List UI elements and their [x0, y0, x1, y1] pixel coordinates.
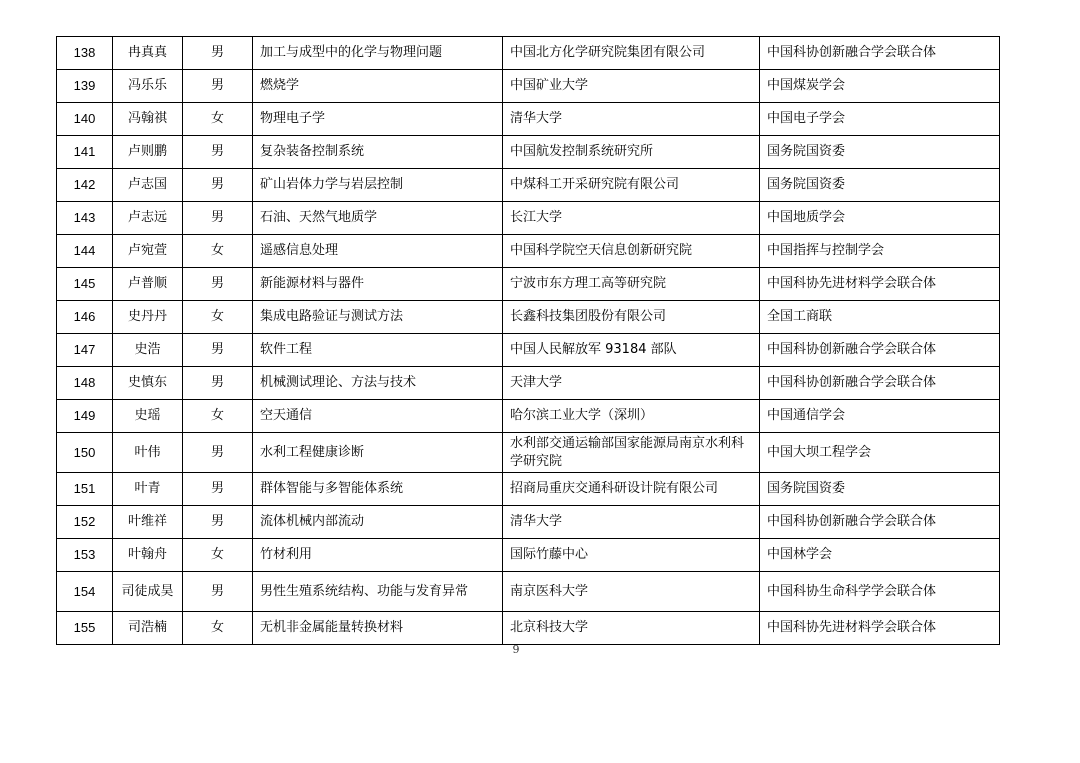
research-field: 加工与成型中的化学与物理问题: [253, 37, 503, 70]
gender-cell: 男: [183, 367, 253, 400]
gender-cell: 女: [183, 103, 253, 136]
organization: 清华大学: [503, 506, 760, 539]
research-field: 复杂装备控制系统: [253, 136, 503, 169]
gender-cell: 男: [183, 473, 253, 506]
person-name: 司徒成昊: [113, 572, 183, 612]
table-row: [57, 367, 1000, 400]
nominating-body: 中国科协创新融合学会联合体: [760, 334, 1000, 367]
organization: 中国人民解放军 93184 部队: [503, 334, 760, 367]
organization: 清华大学: [503, 103, 760, 136]
research-field: 物理电子学: [253, 103, 503, 136]
research-field: 集成电路验证与测试方法: [253, 301, 503, 334]
research-field: 竹材利用: [253, 539, 503, 572]
row-number: 147: [57, 334, 113, 367]
nominating-body: 中国科协先进材料学会联合体: [760, 612, 1000, 645]
gender-cell: 男: [183, 268, 253, 301]
row-number: 146: [57, 301, 113, 334]
personnel-table: [56, 36, 1000, 645]
table-row: [57, 37, 1000, 70]
organization: 水利部交通运输部国家能源局南京水利科学研究院: [503, 433, 760, 473]
person-name: 叶青: [113, 473, 183, 506]
gender-cell: 女: [183, 400, 253, 433]
research-field: 石油、天然气地质学: [253, 202, 503, 235]
organization: 中煤科工开采研究院有限公司: [503, 169, 760, 202]
nominating-body: 中国科协创新融合学会联合体: [760, 37, 1000, 70]
organization: 哈尔滨工业大学（深圳）: [503, 400, 760, 433]
person-name: 史瑶: [113, 400, 183, 433]
nominating-body: 中国通信学会: [760, 400, 1000, 433]
gender-cell: 女: [183, 301, 253, 334]
person-name: 卢志远: [113, 202, 183, 235]
nominating-body: 中国指挥与控制学会: [760, 235, 1000, 268]
table-row: [57, 506, 1000, 539]
nominating-body: 中国科协创新融合学会联合体: [760, 506, 1000, 539]
nominating-body: 中国大坝工程学会: [760, 433, 1000, 473]
table-row: [57, 572, 1000, 612]
research-field: 空天通信: [253, 400, 503, 433]
gender-cell: 男: [183, 506, 253, 539]
nominating-body: 中国科协创新融合学会联合体: [760, 367, 1000, 400]
table-row: [57, 202, 1000, 235]
research-field: 机械测试理论、方法与技术: [253, 367, 503, 400]
gender-cell: 男: [183, 334, 253, 367]
person-name: 司浩楠: [113, 612, 183, 645]
table-row: [57, 301, 1000, 334]
table-row: [57, 334, 1000, 367]
table-body: [57, 37, 1000, 645]
organization: 天津大学: [503, 367, 760, 400]
nominating-body: 全国工商联: [760, 301, 1000, 334]
table-row: [57, 103, 1000, 136]
row-number: 155: [57, 612, 113, 645]
row-number: 145: [57, 268, 113, 301]
person-name: 冯翰祺: [113, 103, 183, 136]
table-row: [57, 400, 1000, 433]
research-field: 流体机械内部流动: [253, 506, 503, 539]
row-number: 141: [57, 136, 113, 169]
person-name: 卢志国: [113, 169, 183, 202]
gender-cell: 男: [183, 202, 253, 235]
research-field: 矿山岩体力学与岩层控制: [253, 169, 503, 202]
gender-cell: 男: [183, 169, 253, 202]
table-row: [57, 268, 1000, 301]
nominating-body: 中国科协先进材料学会联合体: [760, 268, 1000, 301]
person-name: 叶伟: [113, 433, 183, 473]
nominating-body: 中国电子学会: [760, 103, 1000, 136]
organization: 北京科技大学: [503, 612, 760, 645]
research-field: 男性生殖系统结构、功能与发育异常: [253, 572, 503, 612]
nominating-body: 国务院国资委: [760, 169, 1000, 202]
nominating-body: 国务院国资委: [760, 136, 1000, 169]
nominating-body: 中国煤炭学会: [760, 70, 1000, 103]
nominating-body: 中国地质学会: [760, 202, 1000, 235]
page-number: 9: [512, 643, 520, 656]
row-number: 154: [57, 572, 113, 612]
table-row: [57, 539, 1000, 572]
gender-cell: 男: [183, 70, 253, 103]
row-number: 153: [57, 539, 113, 572]
organization: 中国科学院空天信息创新研究院: [503, 235, 760, 268]
organization: 招商局重庆交通科研设计院有限公司: [503, 473, 760, 506]
nominating-body: 中国科协生命科学学会联合体: [760, 572, 1000, 612]
person-name: 卢则鹏: [113, 136, 183, 169]
row-number: 138: [57, 37, 113, 70]
row-number: 149: [57, 400, 113, 433]
research-field: 燃烧学: [253, 70, 503, 103]
row-number: 152: [57, 506, 113, 539]
person-name: 冯乐乐: [113, 70, 183, 103]
row-number: 148: [57, 367, 113, 400]
person-name: 叶维祥: [113, 506, 183, 539]
gender-cell: 女: [183, 235, 253, 268]
person-name: 叶翰舟: [113, 539, 183, 572]
row-number: 140: [57, 103, 113, 136]
table-row: [57, 473, 1000, 506]
research-field: 水利工程健康诊断: [253, 433, 503, 473]
research-field: 遥感信息处理: [253, 235, 503, 268]
table-row: [57, 612, 1000, 645]
row-number: 143: [57, 202, 113, 235]
research-field: 新能源材料与器件: [253, 268, 503, 301]
organization: 南京医科大学: [503, 572, 760, 612]
gender-cell: 男: [183, 37, 253, 70]
table-row: [57, 235, 1000, 268]
nominating-body: 国务院国资委: [760, 473, 1000, 506]
research-field: 无机非金属能量转换材料: [253, 612, 503, 645]
organization: 宁波市东方理工高等研究院: [503, 268, 760, 301]
person-name: 史慎东: [113, 367, 183, 400]
gender-cell: 女: [183, 612, 253, 645]
row-number: 151: [57, 473, 113, 506]
row-number: 142: [57, 169, 113, 202]
row-number: 139: [57, 70, 113, 103]
table-row: [57, 136, 1000, 169]
organization: 中国矿业大学: [503, 70, 760, 103]
person-name: 冉真真: [113, 37, 183, 70]
organization: 中国北方化学研究院集团有限公司: [503, 37, 760, 70]
organization: 长江大学: [503, 202, 760, 235]
table-row: [57, 169, 1000, 202]
person-name: 卢宛萱: [113, 235, 183, 268]
gender-cell: 男: [183, 572, 253, 612]
person-name: 卢普顺: [113, 268, 183, 301]
row-number: 150: [57, 433, 113, 473]
row-number: 144: [57, 235, 113, 268]
nominating-body: 中国林学会: [760, 539, 1000, 572]
organization: 中国航发控制系统研究所: [503, 136, 760, 169]
gender-cell: 男: [183, 433, 253, 473]
person-name: 史浩: [113, 334, 183, 367]
research-field: 群体智能与多智能体系统: [253, 473, 503, 506]
person-name: 史丹丹: [113, 301, 183, 334]
gender-cell: 男: [183, 136, 253, 169]
organization: 长鑫科技集团股份有限公司: [503, 301, 760, 334]
gender-cell: 女: [183, 539, 253, 572]
organization: 国际竹藤中心: [503, 539, 760, 572]
table-row: [57, 70, 1000, 103]
research-field: 软件工程: [253, 334, 503, 367]
table-row: [57, 433, 1000, 473]
